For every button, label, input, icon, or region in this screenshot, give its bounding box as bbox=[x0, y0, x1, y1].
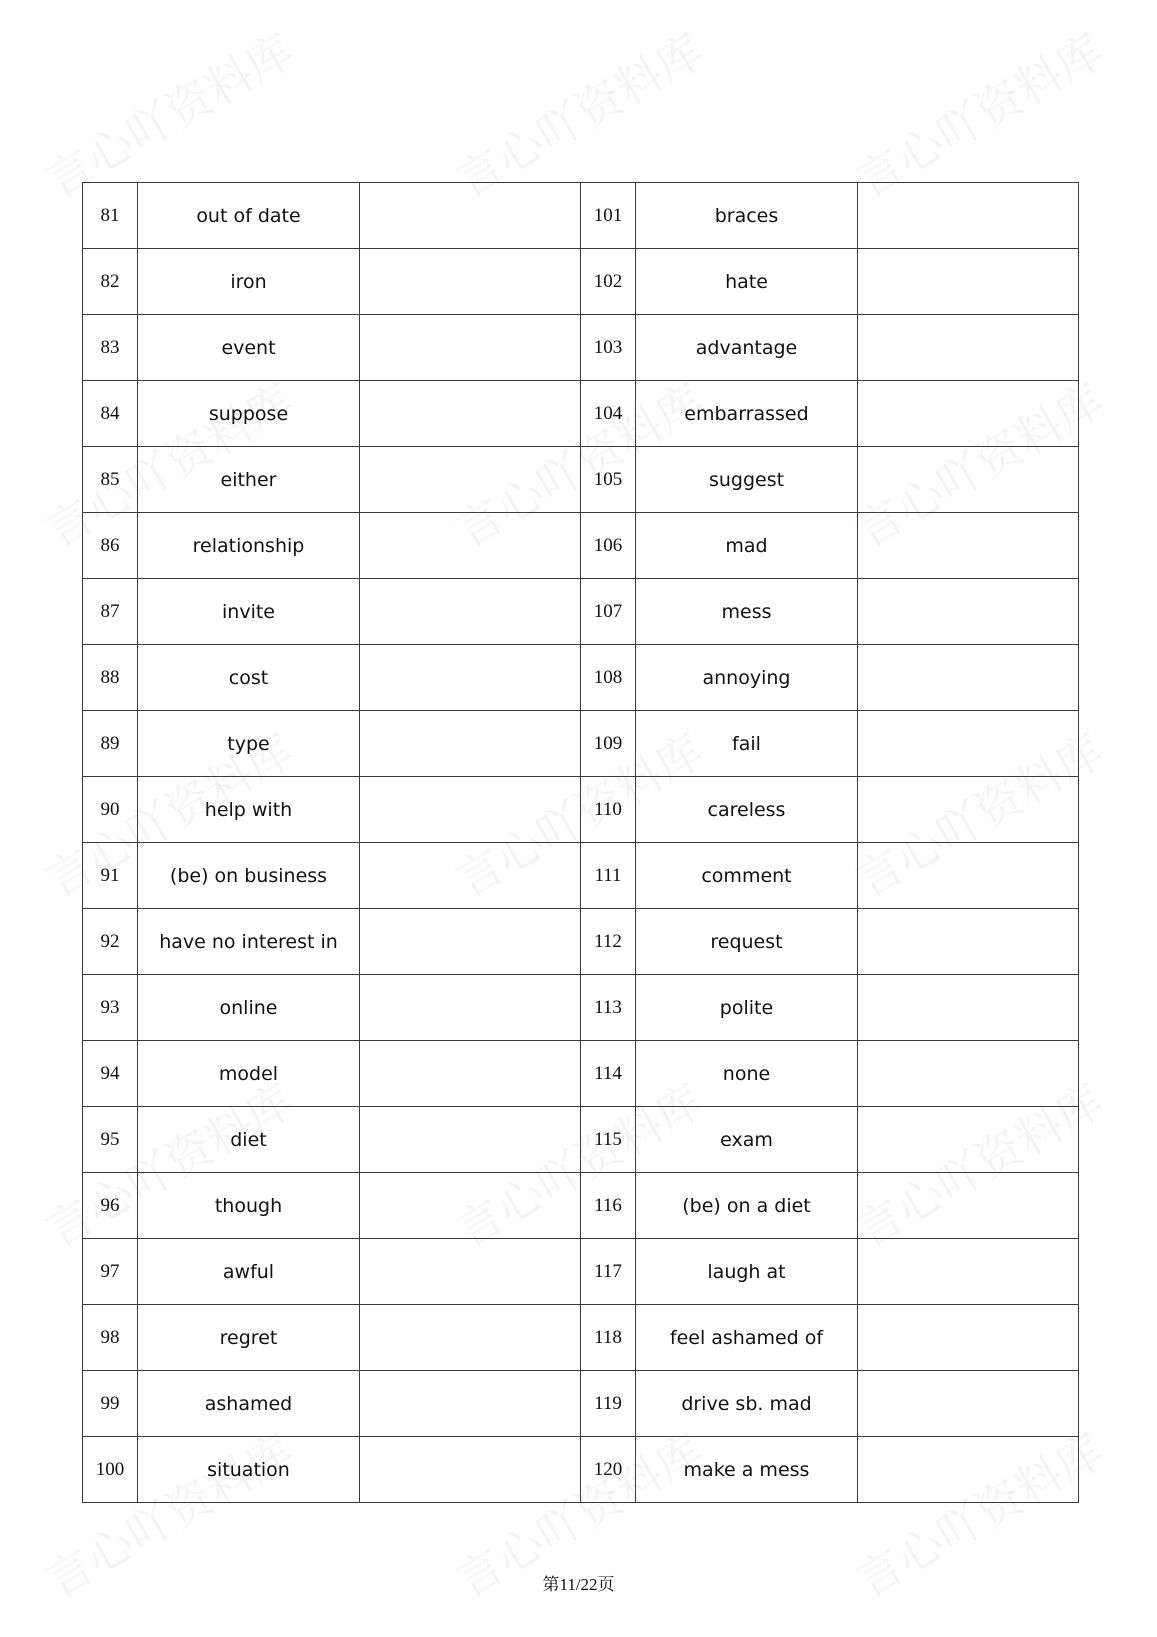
right-number-cell: 118 bbox=[581, 1305, 636, 1371]
right-word-cell: exam bbox=[636, 1107, 858, 1173]
left-number-cell: 82 bbox=[83, 249, 138, 315]
left-answer-cell bbox=[360, 579, 581, 645]
left-answer-cell bbox=[360, 447, 581, 513]
table-row bbox=[83, 183, 1079, 249]
right-answer-cell bbox=[858, 1041, 1079, 1107]
left-word-cell: suppose bbox=[138, 381, 360, 447]
right-answer-cell bbox=[858, 183, 1079, 249]
left-answer-cell bbox=[360, 645, 581, 711]
left-word-cell: diet bbox=[138, 1107, 360, 1173]
right-number-cell: 116 bbox=[581, 1173, 636, 1239]
right-number-cell: 105 bbox=[581, 447, 636, 513]
right-word-cell: feel ashamed of bbox=[636, 1305, 858, 1371]
left-word-cell: cost bbox=[138, 645, 360, 711]
left-number-cell: 92 bbox=[83, 909, 138, 975]
left-word-cell: either bbox=[138, 447, 360, 513]
table-row bbox=[83, 711, 1079, 777]
left-word-cell: online bbox=[138, 975, 360, 1041]
right-answer-cell bbox=[858, 381, 1079, 447]
left-number-cell: 94 bbox=[83, 1041, 138, 1107]
right-answer-cell bbox=[858, 1305, 1079, 1371]
right-answer-cell bbox=[858, 513, 1079, 579]
right-answer-cell bbox=[858, 1107, 1079, 1173]
table-row bbox=[83, 1305, 1079, 1371]
left-answer-cell bbox=[360, 183, 581, 249]
left-word-cell: have no interest in bbox=[138, 909, 360, 975]
table-row bbox=[83, 645, 1079, 711]
right-answer-cell bbox=[858, 975, 1079, 1041]
right-answer-cell bbox=[858, 315, 1079, 381]
table-row bbox=[83, 1437, 1079, 1503]
right-word-cell: braces bbox=[636, 183, 858, 249]
table-row bbox=[83, 447, 1079, 513]
left-answer-cell bbox=[360, 315, 581, 381]
table-row bbox=[83, 315, 1079, 381]
right-answer-cell bbox=[858, 909, 1079, 975]
right-word-cell: careless bbox=[636, 777, 858, 843]
right-number-cell: 109 bbox=[581, 711, 636, 777]
table-row bbox=[83, 777, 1079, 843]
left-word-cell: ashamed bbox=[138, 1371, 360, 1437]
left-number-cell: 91 bbox=[83, 843, 138, 909]
left-word-cell: awful bbox=[138, 1239, 360, 1305]
page-number: 第11/22页 bbox=[542, 1575, 615, 1594]
left-word-cell: (be) on business bbox=[138, 843, 360, 909]
left-answer-cell bbox=[360, 1173, 581, 1239]
left-number-cell: 87 bbox=[83, 579, 138, 645]
vocabulary-table-body bbox=[83, 183, 1079, 1503]
right-word-cell: polite bbox=[636, 975, 858, 1041]
left-answer-cell bbox=[360, 1437, 581, 1503]
table-row bbox=[83, 1239, 1079, 1305]
left-answer-cell bbox=[360, 381, 581, 447]
left-number-cell: 83 bbox=[83, 315, 138, 381]
right-number-cell: 113 bbox=[581, 975, 636, 1041]
left-number-cell: 90 bbox=[83, 777, 138, 843]
right-word-cell: request bbox=[636, 909, 858, 975]
right-number-cell: 104 bbox=[581, 381, 636, 447]
left-word-cell: relationship bbox=[138, 513, 360, 579]
left-word-cell: though bbox=[138, 1173, 360, 1239]
right-number-cell: 112 bbox=[581, 909, 636, 975]
table-row bbox=[83, 1107, 1079, 1173]
right-word-cell: (be) on a diet bbox=[636, 1173, 858, 1239]
vocabulary-table bbox=[82, 182, 1079, 1503]
left-number-cell: 88 bbox=[83, 645, 138, 711]
left-number-cell: 86 bbox=[83, 513, 138, 579]
right-word-cell: none bbox=[636, 1041, 858, 1107]
table-row bbox=[83, 1173, 1079, 1239]
left-answer-cell bbox=[360, 909, 581, 975]
table-row bbox=[83, 909, 1079, 975]
left-answer-cell bbox=[360, 777, 581, 843]
left-word-cell: iron bbox=[138, 249, 360, 315]
right-number-cell: 119 bbox=[581, 1371, 636, 1437]
left-answer-cell bbox=[360, 975, 581, 1041]
table-row bbox=[83, 843, 1079, 909]
right-number-cell: 120 bbox=[581, 1437, 636, 1503]
left-answer-cell bbox=[360, 1371, 581, 1437]
left-answer-cell bbox=[360, 711, 581, 777]
right-word-cell: drive sb. mad bbox=[636, 1371, 858, 1437]
right-number-cell: 115 bbox=[581, 1107, 636, 1173]
right-word-cell: hate bbox=[636, 249, 858, 315]
right-number-cell: 103 bbox=[581, 315, 636, 381]
table-row bbox=[83, 249, 1079, 315]
right-word-cell: advantage bbox=[636, 315, 858, 381]
right-word-cell: fail bbox=[636, 711, 858, 777]
right-number-cell: 117 bbox=[581, 1239, 636, 1305]
table-row bbox=[83, 1041, 1079, 1107]
right-number-cell: 111 bbox=[581, 843, 636, 909]
right-answer-cell bbox=[858, 645, 1079, 711]
left-number-cell: 98 bbox=[83, 1305, 138, 1371]
table-row bbox=[83, 579, 1079, 645]
right-answer-cell bbox=[858, 777, 1079, 843]
left-word-cell: invite bbox=[138, 579, 360, 645]
right-number-cell: 108 bbox=[581, 645, 636, 711]
left-answer-cell bbox=[360, 843, 581, 909]
right-word-cell: mad bbox=[636, 513, 858, 579]
right-word-cell: mess bbox=[636, 579, 858, 645]
right-word-cell: annoying bbox=[636, 645, 858, 711]
left-word-cell: type bbox=[138, 711, 360, 777]
left-word-cell: event bbox=[138, 315, 360, 381]
right-number-cell: 114 bbox=[581, 1041, 636, 1107]
right-answer-cell bbox=[858, 1173, 1079, 1239]
left-answer-cell bbox=[360, 1305, 581, 1371]
right-answer-cell bbox=[858, 447, 1079, 513]
right-number-cell: 106 bbox=[581, 513, 636, 579]
right-word-cell: make a mess bbox=[636, 1437, 858, 1503]
left-word-cell: help with bbox=[138, 777, 360, 843]
right-answer-cell bbox=[858, 1437, 1079, 1503]
right-number-cell: 102 bbox=[581, 249, 636, 315]
left-answer-cell bbox=[360, 1107, 581, 1173]
right-word-cell: comment bbox=[636, 843, 858, 909]
left-number-cell: 97 bbox=[83, 1239, 138, 1305]
right-number-cell: 101 bbox=[581, 183, 636, 249]
right-word-cell: suggest bbox=[636, 447, 858, 513]
left-number-cell: 95 bbox=[83, 1107, 138, 1173]
right-word-cell: embarrassed bbox=[636, 381, 858, 447]
left-number-cell: 99 bbox=[83, 1371, 138, 1437]
right-answer-cell bbox=[858, 711, 1079, 777]
left-answer-cell bbox=[360, 1239, 581, 1305]
right-number-cell: 110 bbox=[581, 777, 636, 843]
table-row bbox=[83, 975, 1079, 1041]
left-word-cell: model bbox=[138, 1041, 360, 1107]
left-answer-cell bbox=[360, 1041, 581, 1107]
table-row bbox=[83, 381, 1079, 447]
left-number-cell: 84 bbox=[83, 381, 138, 447]
left-number-cell: 96 bbox=[83, 1173, 138, 1239]
right-answer-cell bbox=[858, 1239, 1079, 1305]
left-number-cell: 85 bbox=[83, 447, 138, 513]
table-row bbox=[83, 513, 1079, 579]
right-word-cell: laugh at bbox=[636, 1239, 858, 1305]
right-answer-cell bbox=[858, 1371, 1079, 1437]
right-answer-cell bbox=[858, 579, 1079, 645]
right-answer-cell bbox=[858, 843, 1079, 909]
table-row bbox=[83, 1371, 1079, 1437]
left-word-cell: regret bbox=[138, 1305, 360, 1371]
left-answer-cell bbox=[360, 513, 581, 579]
right-answer-cell bbox=[858, 249, 1079, 315]
left-word-cell: situation bbox=[138, 1437, 360, 1503]
left-answer-cell bbox=[360, 249, 581, 315]
left-number-cell: 81 bbox=[83, 183, 138, 249]
left-number-cell: 89 bbox=[83, 711, 138, 777]
left-number-cell: 100 bbox=[83, 1437, 138, 1503]
left-number-cell: 93 bbox=[83, 975, 138, 1041]
right-number-cell: 107 bbox=[581, 579, 636, 645]
left-word-cell: out of date bbox=[138, 183, 360, 249]
